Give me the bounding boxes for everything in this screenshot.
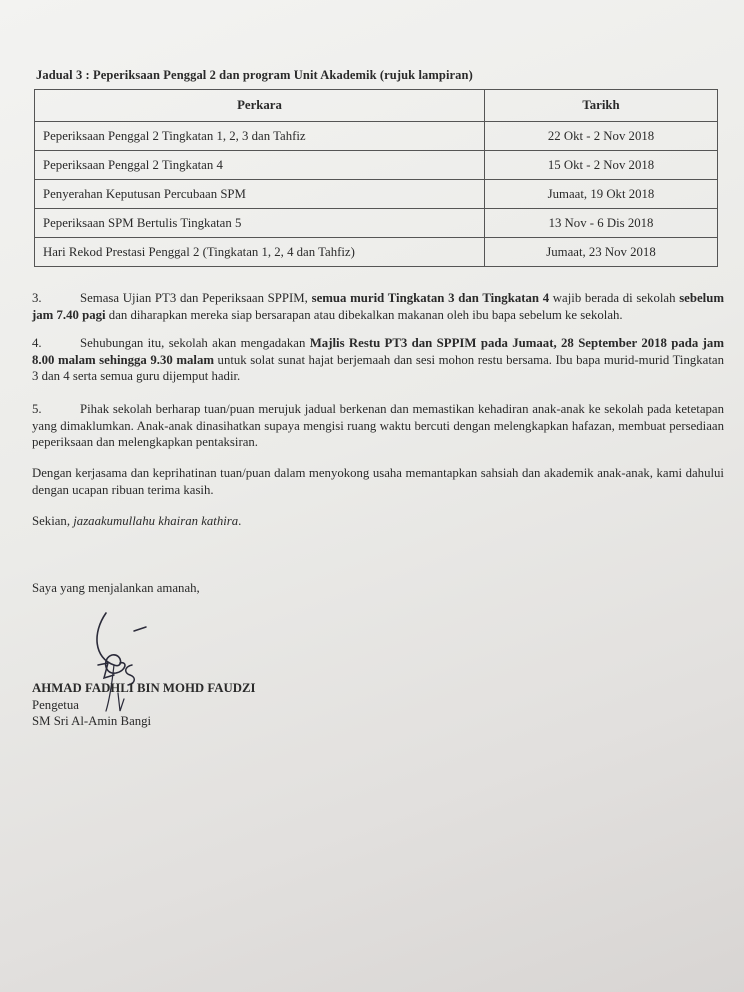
paragraph-5: 5. Pihak sekolah berharap tuan/puan merujuk jadual berkenan dan memastikan kehadiran anak-anak ke sekolah pada ketetapan yang dimaklumkan. Anak-anak dinasihatkan supaya mengisi ruang waktu bercuti dengan melengkapkan hafazan, membuat persediaan peperiksaan dan melengkapkan pentaksiran.: [32, 402, 724, 449]
thanks-paragraph: Dengan kerjasama dan keprihatinan tuan/puan dalam menyokong usaha memantapkan sahsiah dan akademik anak-anak, kami dahului dengan ucapan ribuan terima kasih.: [32, 466, 724, 497]
row-date: 22 Okt - 2 Nov 2018: [485, 122, 718, 151]
row-item: Peperiksaan Penggal 2 Tingkatan 1, 2, 3 dan Tahfiz: [35, 122, 485, 151]
paragraph-number: 4.: [32, 336, 42, 350]
table-caption: Jadual 3 : Peperiksaan Penggal 2 dan program Unit Akademik (rujuk lampiran): [36, 68, 473, 82]
column-header-tarikh: Tarikh: [485, 90, 718, 122]
table-row: [35, 122, 718, 151]
row-item: Penyerahan Keputusan Percubaan SPM: [35, 180, 485, 209]
row-date: Jumaat, 23 Nov 2018: [485, 238, 718, 267]
row-date: 15 Okt - 2 Nov 2018: [485, 151, 718, 180]
signature-block: [32, 680, 255, 730]
row-item: Hari Rekod Prestasi Penggal 2 (Tingkatan 1, 2, 4 dan Tahfiz): [35, 238, 485, 267]
closing-line: Sekian, jazaakumullahu khairan kathira.: [32, 514, 242, 528]
paragraph-number: 5.: [32, 402, 42, 416]
paragraph-4: 4. Sehubungan itu, sekolah akan mengadakan Majlis Restu PT3 dan SPPIM pada Jumaat, 28 September 2018 pada jam 8.00 malam sehingga 9.30 malam untuk solat sunat hajat berjemaah dan sesi mohon restu bersama. Ibu bapa murid-murid Tingkatan 3 dan 4 serta semua guru dijemput hadir.: [32, 336, 724, 383]
table-row: [35, 180, 718, 209]
row-date: Jumaat, 19 Okt 2018: [485, 180, 718, 209]
paragraph-number: 3.: [32, 291, 42, 305]
signer-title: Pengetua: [32, 697, 79, 712]
signer-name: AHMAD FADHLI BIN MOHD FAUDZI: [32, 681, 256, 695]
row-item: Peperiksaan SPM Bertulis Tingkatan 5: [35, 209, 485, 238]
schedule-table: [34, 89, 718, 267]
column-header-perkara: Perkara: [35, 90, 485, 122]
signer-school: SM Sri Al-Amin Bangi: [32, 714, 152, 728]
paragraph-3: 3. Semasa Ujian PT3 dan Peperiksaan SPPIM, semua murid Tingkatan 3 dan Tingkatan 4 wajib berada di sekolah sebelum jam 7.40 pagi dan diharapkan mereka siap bersarapan atau dibekalkan makanan oleh ibu bapa sebelum ke sekolah.: [32, 291, 724, 322]
table-header-row: [35, 90, 718, 122]
row-date: 13 Nov - 6 Dis 2018: [485, 209, 718, 238]
signoff-line: Saya yang menjalankan amanah,: [32, 581, 200, 595]
table-row: [35, 209, 718, 238]
row-item: Peperiksaan Penggal 2 Tingkatan 4: [35, 151, 485, 180]
table-row: [35, 238, 718, 267]
table-row: [35, 151, 718, 180]
